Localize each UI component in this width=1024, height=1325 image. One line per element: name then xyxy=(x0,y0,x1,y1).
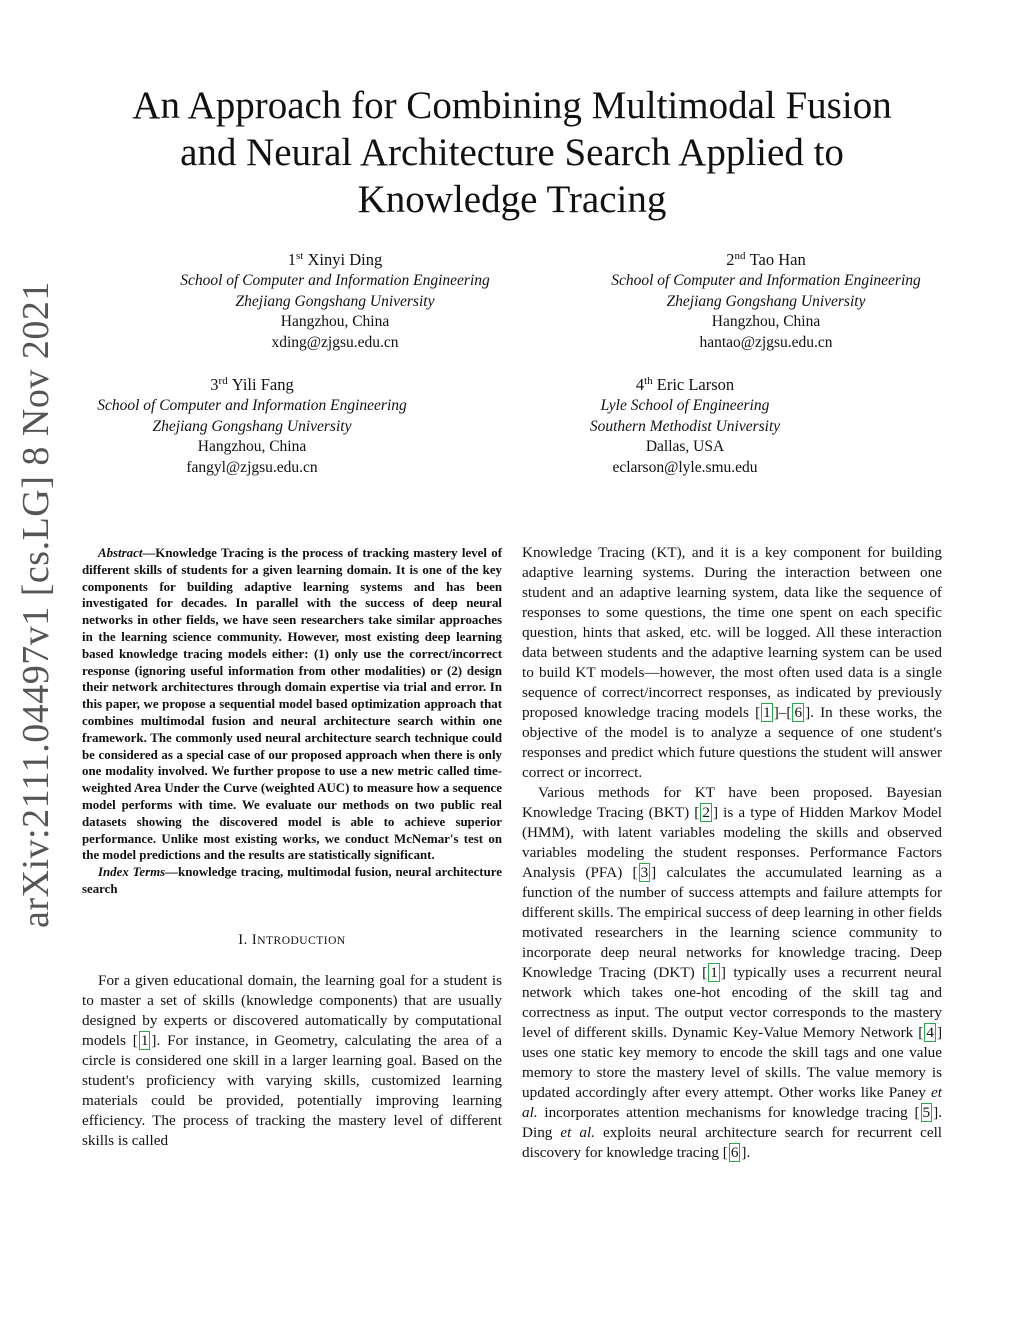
abstract-text: —Knowledge Tracing is the process of tracking mastery level of different skills of students for a given learning domain. It is one of the key components for building adaptive learning systems and has been investigated for decades. In parallel with the success of deep neural networks in other fields, we have seen researchers take similar approaches in the learning science community. However, most existing deep learning based knowledge tracing models either: (1) only use the correct/incorrect response (ignoring useful information from other modalities) or (2) design their network architectures through domain expertise via trial and error. In this paper, we propose a sequential model based optimization approach that combines multimodal fusion and neural architecture search within one framework. The commonly used neural architecture search technique could be considered as a special case of our proposed approach when there is only one modality involved. We further propose to use a new metric called time-weighted Area Under the Curve (weighted AUC) to measure how a sequence model performs with time. We evaluate our methods on two public real datasets showing the discovered model is able to achieve superior performance. Unlike most existing works, we conduct McNemar's test on the model predictions and the results are statistically significant. xyxy=(82,546,502,863)
index-terms xyxy=(82,864,502,898)
author-university: Zhejiang Gongshang University xyxy=(235,292,435,310)
author-name: 3rd Yili Fang xyxy=(210,375,294,394)
section-heading-introduction: I. INTRODUCTION xyxy=(238,931,346,948)
abstract-label: Abstract xyxy=(98,546,143,560)
author-department: School of Computer and Information Engineering xyxy=(180,272,490,289)
author-block-3 xyxy=(72,374,432,478)
author-block-4 xyxy=(505,374,865,478)
author-city: Hangzhou, China xyxy=(711,313,821,330)
author-name: 4th Eric Larson xyxy=(635,375,735,394)
citation-link[interactable]: 3 xyxy=(640,864,649,881)
author-block-2 xyxy=(586,249,946,353)
index-terms-text: —knowledge tracing, multimodal fusion, neural architecture search xyxy=(82,865,502,896)
author-name: 2nd Tao Han xyxy=(726,250,806,269)
citation-link[interactable]: 1 xyxy=(140,1031,149,1049)
author-department: Lyle School of Engineering xyxy=(600,397,770,414)
author-email[interactable]: xding@zjgsu.edu.cn xyxy=(271,333,399,351)
citation-link[interactable]: 2 xyxy=(702,804,710,821)
author-email[interactable]: eclarson@lyle.smu.edu xyxy=(612,458,758,476)
index-terms-label: Index Terms xyxy=(98,865,166,880)
author-city: Hangzhou, China xyxy=(280,313,390,330)
author-email[interactable]: hantao@zjgsu.edu.cn xyxy=(699,333,833,351)
right-column xyxy=(522,543,942,1163)
author-name: 1st Xinyi Ding xyxy=(287,250,383,269)
left-column xyxy=(82,545,502,1151)
author-city: Hangzhou, China xyxy=(197,438,307,455)
intro-paragraph-2: Various methods for KT have been proposed. Bayesian Knowledge Tracing (BKT) [ 2 ] is a type of Hidden Markov Model (HMM), with latent variables modeling the skills and observed variables modeling the student responses. Performance Factors Analysis (PFA) [ 3 ] calculates the accumulated learning as a function of the number of success attempts and failure attempts for different skills. The empirical success of deep learning in other fields motivated researchers in the learning science community to incorporate deep neural networks for knowledge tracing. Deep Knowledge Tracing (DKT) [ 1 ] typically uses a recurrent neural network which takes one-hot encoding of the skill tag and correctness as input. The output vector corresponds to the mastery level of different skills. Dynamic Key-Value Memory Network [ 4 ] uses one static key memory to encode the skill tags and one value memory to store the mastery level of skills. The value memory is updated accordingly after every attempt. Other works like Paney et al. incorporates attention mechanisms for knowledge tracing [ 5 ]. Ding et al. exploits neural architecture search for recurrent cell discovery for knowledge tracing [ 6 ]. xyxy=(522,784,943,1161)
title-line-1: An Approach for Combining Multimodal Fusion xyxy=(132,84,892,127)
title-line-3: Knowledge Tracing xyxy=(357,178,667,221)
citation-link[interactable]: 5 xyxy=(922,1104,931,1121)
citation-link[interactable]: 1 xyxy=(763,704,771,721)
intro-paragraph-1: For a given educational domain, the learning goal for a student is to master a set of skills (knowledge components) that are usually designed by experts or discovered automatically by computational models [ 1 ]. For instance, in Geometry, calculating the area of a circle is considered one skill in a larger learning goal. Based on the student's proficiency with varying skills, customized learning materials could be provided, potentially improving learning efficiency. The process of tracking the mastery level of different skills is called xyxy=(82,971,502,1149)
author-university: Southern Methodist University xyxy=(589,417,781,435)
paper-title xyxy=(0,82,1024,223)
citation-link[interactable]: 4 xyxy=(926,1024,934,1041)
author-university: Zhejiang Gongshang University xyxy=(152,417,352,435)
author-department: School of Computer and Information Engineering xyxy=(97,397,407,414)
citation-link[interactable]: 6 xyxy=(794,704,803,721)
author-block-1 xyxy=(155,249,515,353)
abstract xyxy=(82,545,502,864)
author-department: School of Computer and Information Engineering xyxy=(611,272,921,289)
citation-link[interactable]: 6 xyxy=(730,1144,739,1161)
author-city: Dallas, USA xyxy=(645,438,725,455)
citation-link[interactable]: 1 xyxy=(710,964,718,981)
arxiv-identifier-stamp: arXiv:2111.04497v1 [cs.LG] 8 Nov 2021 xyxy=(15,281,57,928)
author-university: Zhejiang Gongshang University xyxy=(666,292,866,310)
title-line-2: and Neural Architecture Search Applied to xyxy=(180,131,844,174)
author-email[interactable]: fangyl@zjgsu.edu.cn xyxy=(186,458,318,476)
intro-paragraph-continued: Knowledge Tracing (KT), and it is a key component for building adaptive learning systems. During the interaction between one student and an adaptive learning system, data like the sequence of responses to some questions, the time one spent on each specific question, hints that asked, etc. will be logged. All these interaction data between students and the adaptive learning system can be used to build KT models—however, the most often used data is a single sequence of correct/incorrect responses, as indicated by previously proposed knowledge tracing models [ 1 ]–[ 6 ]. In these works, the objective of the model is to analyze a sequence of one student's responses and predict which future questions the student will answer correct or incorrect. xyxy=(522,544,942,781)
